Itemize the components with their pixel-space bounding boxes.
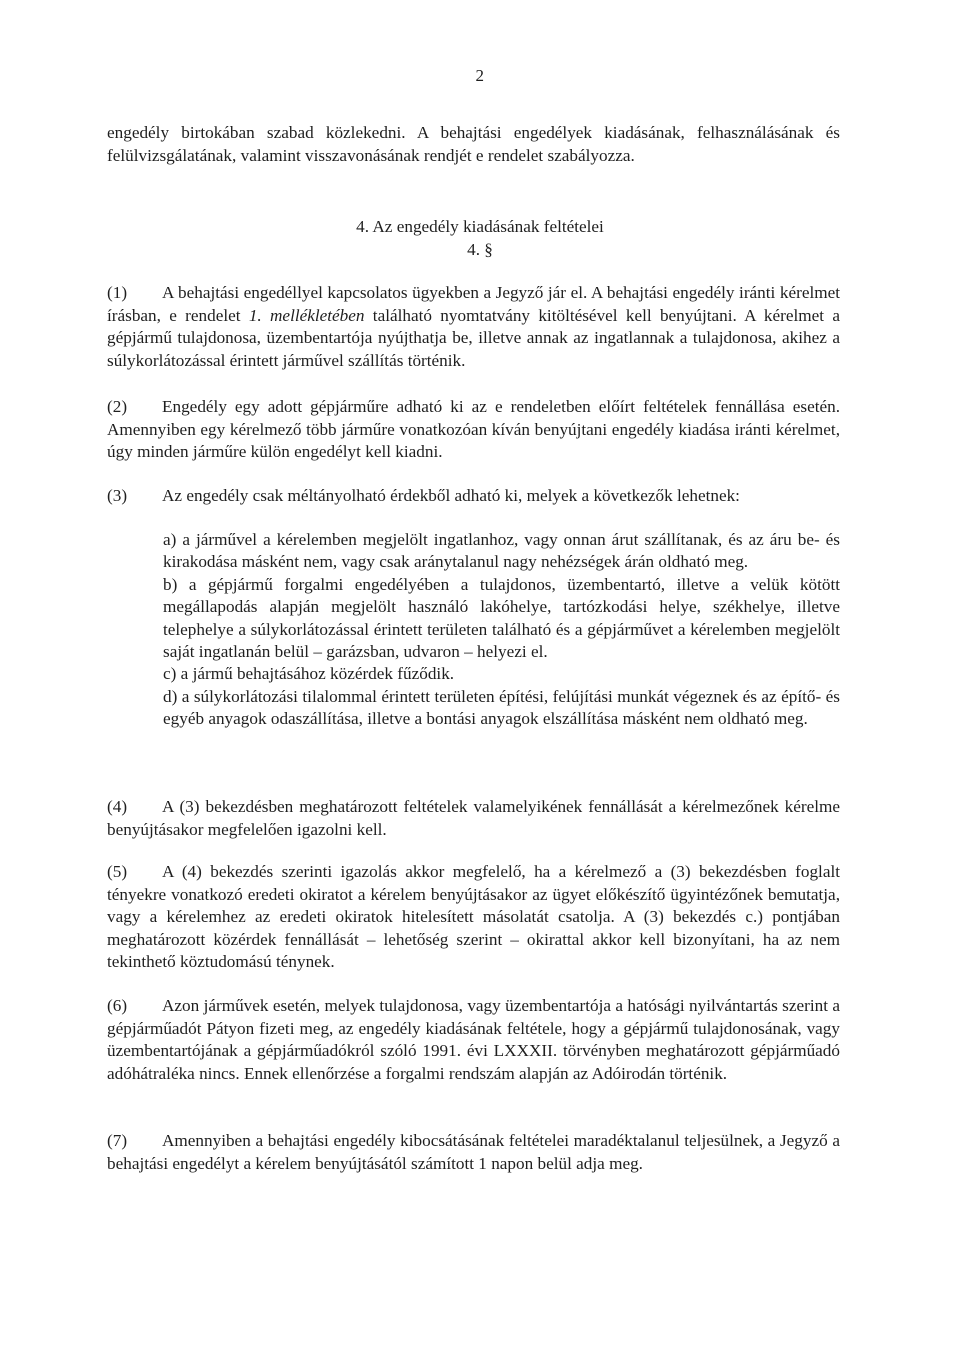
paragraph-6-text: Azon járművek esetén, melyek tulajdonosa, vagy üzembentartója a hatósági nyilvántartás szerint a gépjárműadót Pátyon fizeti meg, az engedély kiadásának feltétele, hogy a gépjármű tulajdonosának, vagy üzembentartójának a gépjárműadókról szóló 1991. évi LXXXII. törvényben meghatározott gépjárműadó adóhátraléka nincs. Ennek ellenőrzése a forgalmi rendszám alapján az Adóirodán történik. xyxy=(107,996,840,1083)
paragraph-1-label: (1) xyxy=(107,283,128,302)
paragraph-3-label: (3) xyxy=(107,486,128,505)
paragraph-7 xyxy=(107,1130,840,1175)
intro-paragraph xyxy=(107,122,840,167)
paragraph-3-items xyxy=(163,529,840,731)
paragraph-7-label: (7) xyxy=(107,1131,128,1150)
paragraph-3-item-d: d) a súlykorlátozási tilalommal érintett területen építési, felújítási munkát végeznek és az építő- és egyéb anyagok odaszállítása, illetve a bontási anyagok elszállítása másként nem oldható meg. xyxy=(163,686,840,729)
paragraph-3 xyxy=(107,485,840,508)
paragraph-4 xyxy=(107,796,840,841)
paragraph-sign: 4. § xyxy=(467,240,493,259)
section-title: 4. Az engedély kiadásának feltételei xyxy=(356,217,604,236)
paragraph-1 xyxy=(107,282,840,372)
intro-line-2: és felülvizsgálatának, valamint visszavonásának rendjét e rendelet szabályozza. xyxy=(107,123,840,165)
paragraph-2-label: (2) xyxy=(107,397,128,416)
paragraph-5-label: (5) xyxy=(107,862,128,881)
paragraph-6-label: (6) xyxy=(107,996,128,1015)
paragraph-1-italic: 1. mellékletében xyxy=(248,305,365,325)
paragraph-2 xyxy=(107,396,840,464)
paragraph-3-item-a: a) a járművel a kérelemben megjelölt ingatlanhoz, vagy onnan árut szállítanak, és az áru be- és kirakodása másként nem, vagy csak aránytalanul nagy nehézségek árán oldható meg. xyxy=(163,530,840,572)
paragraph-3-item-c: c) a jármű behajtásához közérdek fűződik. xyxy=(163,664,455,684)
paragraph-3-text: Az engedély csak méltányolható érdekből adható ki, melyek a következők lehetnek: xyxy=(162,486,740,505)
paragraph-1-text-a: A behajtási engedéllyel kapcsolatos ügyekben a Jegyző jár el. A behajtási engedély iránti kérelmet írásban, e rendelet xyxy=(107,283,840,325)
paragraph-5-text: A (4) bekezdés szerinti igazolás akkor megfelelő, ha a kérelmező a (3) bekezdésben foglalt tényekre vonatkozó eredeti okiratot a kérelem benyújtásakor az ügyet előkészítő ügyintézőnek bemutatja, vagy a kérelemhez az eredeti okiratok hitelesített másolatát csatolja. A (3) bekezdés c.) pontjában meghatározott közérdek fennállását – lehetőség szerint – okirattal akkor kell bizonyítani, ha az nem tekinthető köztudomású ténynek. xyxy=(107,862,840,971)
page-number: 2 xyxy=(475,66,485,85)
paragraph-6 xyxy=(107,995,840,1085)
intro-line-1: engedély birtokában szabad közlekedni. A behajtási engedélyek kiadásának, felhasználásának xyxy=(107,123,814,142)
paragraph-4-label: (4) xyxy=(107,797,128,816)
paragraph-1-text-b: található nyomtatvány kitöltésével kell benyújtani. A kérelmet a gépjármű tulajdonosa, üzembentartója nyújthatja be, illetve annak az ingatlannak a tulajdonosa, akihez a súlykorlátozással érintett járművel szállítás történik. xyxy=(107,305,840,370)
paragraph-2-text: Engedély egy adott gépjárműre adható ki az e rendeletben előírt feltételek fennállása esetén. Amennyiben egy kérelmező több járműre vonatkozóan kíván benyújtani engedély kiadása iránti kérelmet, úgy minden járműre külön engedélyt kell kiadni. xyxy=(107,397,840,461)
paragraph-3-item-b: b) a gépjármű forgalmi engedélyében a tulajdonos, üzembentartó, illetve a velük kötött megállapodás alapján megjelölt használó lakóhelye, tartózkodási helye, székhelye, illetve telephelye a súlykorlátozással érintett területen található és a gépjárművet a kérelemben megjelölt saját ingatlanán belül – garázsban, udvaron – helyezi el. xyxy=(163,574,840,662)
paragraph-7-text: Amennyiben a behajtási engedély kibocsátásának feltételei maradéktalanul teljesülnek, a Jegyző a behajtási engedélyt a kérelem benyújtásától számított 1 napon belül adja meg. xyxy=(107,1131,840,1173)
paragraph-4-text: A (3) bekezdésben meghatározott feltételek valamelyikének fennállását a kérelmezőnek kérelme benyújtásakor megfelelően igazolni kell. xyxy=(107,797,840,839)
paragraph-5 xyxy=(107,861,840,974)
